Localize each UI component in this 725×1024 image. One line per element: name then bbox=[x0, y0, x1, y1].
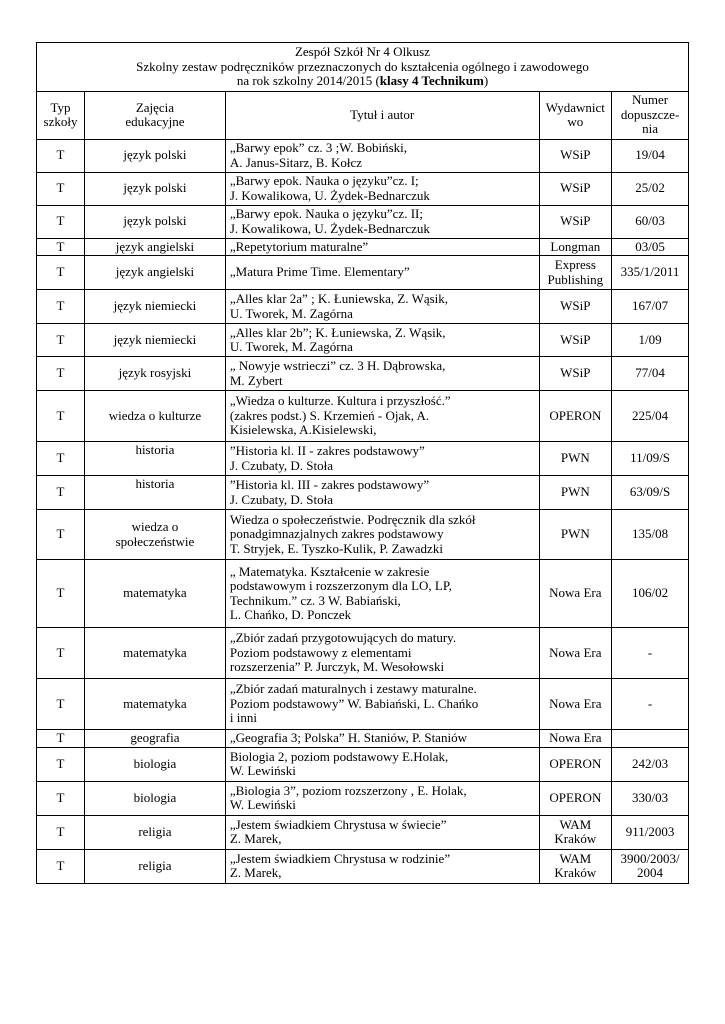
cell-typ: T bbox=[37, 730, 85, 748]
table-row bbox=[37, 391, 689, 442]
cell-zajecia-line: język polski bbox=[123, 147, 187, 163]
cell-wydawnictwo-line: Express bbox=[554, 257, 596, 272]
cell-tytul bbox=[225, 849, 539, 883]
table-row bbox=[37, 357, 689, 391]
cell-tytul-line: „ Matematyka. Kształcenie w zakresie bbox=[229, 563, 430, 579]
cell-tytul-line: U. Tworek, M. Zagórna bbox=[229, 339, 353, 354]
cell-wydawnictwo bbox=[539, 205, 612, 238]
school-year bbox=[41, 74, 684, 89]
cell-tytul-line: „Barwy epok” cz. 3 ;W. Bobiński, bbox=[229, 140, 408, 155]
cell-zajecia-line: język niemiecki bbox=[113, 298, 197, 314]
cell-zajecia bbox=[85, 781, 226, 815]
cell-numer-line: 19/04 bbox=[635, 147, 665, 163]
cell-zajecia bbox=[85, 442, 226, 476]
cell-zajecia-line: geografia bbox=[130, 730, 180, 745]
cell-wydawnictwo bbox=[539, 324, 612, 357]
cell-wydawnictwo-line: Publishing bbox=[547, 271, 604, 287]
cell-wydawnictwo-line: OPERON bbox=[549, 755, 602, 771]
cell-wydawnictwo-line: OPERON bbox=[549, 789, 602, 805]
cell-zajecia-line: język rosyjski bbox=[118, 365, 192, 381]
cell-numer bbox=[612, 476, 689, 510]
cell-tytul-line: J. Czubaty, D. Stoła bbox=[229, 457, 334, 473]
cell-zajecia-line: matematyka bbox=[123, 644, 187, 660]
table-body bbox=[37, 139, 689, 883]
cell-numer-line: - bbox=[647, 695, 653, 711]
cell-numer bbox=[612, 324, 689, 357]
document-title: Szkolny zestaw podręczników przeznaczonych do kształcenia ogólnego i zawodowego bbox=[136, 58, 589, 74]
cell-wydawnictwo-line: WAM bbox=[559, 816, 592, 832]
cell-tytul bbox=[225, 357, 539, 391]
cell-wydawnictwo-line: WSiP bbox=[560, 365, 591, 381]
cell-tytul-line: L. Chańko, D. Ponczek bbox=[229, 607, 352, 622]
cell-zajecia bbox=[85, 324, 226, 357]
cell-tytul-line: „Barwy epok. Nauka o języku”cz. II; bbox=[229, 206, 423, 221]
cell-wydawnictwo bbox=[539, 781, 612, 815]
cell-zajecia-line: język polski bbox=[123, 180, 187, 196]
table-row bbox=[37, 476, 689, 510]
cell-wydawnictwo bbox=[539, 730, 612, 748]
cell-wydawnictwo-line: Nowa Era bbox=[549, 585, 602, 601]
cell-tytul-line: (zakres podst.) S. Krzemień - Ojak, A. bbox=[229, 407, 430, 423]
cell-numer-line: 3900/2003/ bbox=[620, 850, 680, 866]
cell-wydawnictwo-line: Kraków bbox=[554, 865, 597, 880]
cell-typ: T bbox=[37, 560, 85, 628]
cell-tytul-line: W. Lewiński bbox=[229, 763, 296, 778]
cell-typ: T bbox=[37, 238, 85, 256]
cell-tytul-line: M. Zybert bbox=[229, 372, 283, 388]
cell-tytul-line: J. Kowalikowa, U. Żydek-Bednarczuk bbox=[229, 220, 430, 236]
cell-tytul bbox=[225, 815, 539, 849]
cell-typ: T bbox=[37, 510, 85, 560]
table-row bbox=[37, 510, 689, 560]
column-header-row bbox=[37, 91, 689, 139]
cell-tytul-line: Poziom podstawowy” W. Babiański, L. Chańko bbox=[229, 695, 479, 711]
cell-zajecia-line: biologia bbox=[133, 755, 177, 771]
cell-zajecia bbox=[85, 172, 226, 205]
cell-tytul bbox=[225, 139, 539, 172]
table-row bbox=[37, 781, 689, 815]
cell-tytul bbox=[225, 442, 539, 476]
cell-tytul-line: „Barwy epok. Nauka o języku”cz. I; bbox=[229, 173, 419, 188]
cell-numer bbox=[612, 781, 689, 815]
cell-zajecia-line: matematyka bbox=[123, 585, 187, 601]
school-year-prefix: na rok szkolny 2014/2015 ( bbox=[236, 73, 380, 88]
table-row bbox=[37, 324, 689, 357]
cell-numer-line: 77/04 bbox=[635, 365, 665, 381]
cell-zajecia bbox=[85, 139, 226, 172]
cell-wydawnictwo-line: WSiP bbox=[560, 213, 591, 229]
cell-zajecia bbox=[85, 815, 226, 849]
col-header-numer: Numer dopuszcze- nia bbox=[612, 91, 689, 139]
cell-wydawnictwo bbox=[539, 290, 612, 324]
cell-wydawnictwo bbox=[539, 628, 612, 679]
cell-typ: T bbox=[37, 442, 85, 476]
cell-zajecia-line: wiedza o kulturze bbox=[108, 407, 202, 423]
cell-wydawnictwo bbox=[539, 510, 612, 560]
class-label: klasy 4 Technikum bbox=[379, 73, 484, 88]
cell-wydawnictwo-line: WAM bbox=[559, 850, 592, 866]
cell-numer bbox=[612, 849, 689, 883]
table-row bbox=[37, 238, 689, 256]
cell-tytul bbox=[225, 628, 539, 679]
cell-tytul bbox=[225, 560, 539, 628]
cell-tytul bbox=[225, 324, 539, 357]
cell-wydawnictwo-line: PWN bbox=[560, 526, 590, 542]
cell-zajecia-line: język polski bbox=[123, 213, 187, 229]
cell-wydawnictwo-line: PWN bbox=[560, 484, 590, 500]
cell-numer bbox=[612, 205, 689, 238]
cell-tytul-line: „Wiedza o kulturze. Kultura i przyszłość.” bbox=[229, 393, 451, 409]
cell-typ: T bbox=[37, 172, 85, 205]
cell-tytul-line: J. Czubaty, D. Stoła bbox=[229, 491, 334, 507]
cell-tytul bbox=[225, 781, 539, 815]
table-row bbox=[37, 679, 689, 730]
cell-tytul bbox=[225, 238, 539, 256]
cell-numer-line: 335/1/2011 bbox=[620, 264, 680, 280]
cell-tytul bbox=[225, 679, 539, 730]
cell-typ: T bbox=[37, 391, 85, 442]
cell-tytul-line: Poziom podstawowy z elementami bbox=[229, 644, 412, 660]
cell-zajecia bbox=[85, 679, 226, 730]
table-row bbox=[37, 560, 689, 628]
cell-zajecia bbox=[85, 747, 226, 781]
cell-wydawnictwo-line: Nowa Era bbox=[549, 644, 602, 660]
cell-numer bbox=[612, 679, 689, 730]
cell-numer-line: 2004 bbox=[637, 865, 664, 880]
cell-numer bbox=[612, 256, 689, 290]
cell-wydawnictwo-line: Nowa Era bbox=[549, 695, 602, 711]
cell-zajecia bbox=[85, 510, 226, 560]
cell-tytul-line: U. Tworek, M. Zagórna bbox=[229, 305, 353, 321]
cell-tytul-line: „Repetytorium maturalne” bbox=[229, 238, 369, 254]
cell-zajecia bbox=[85, 357, 226, 391]
cell-tytul-line: Biologia 2, poziom podstawowy E.Holak, bbox=[229, 748, 449, 764]
cell-numer-line: 25/02 bbox=[635, 180, 665, 196]
cell-zajecia-line: historia bbox=[135, 476, 175, 491]
cell-wydawnictwo bbox=[539, 357, 612, 391]
cell-wydawnictwo-line: PWN bbox=[560, 450, 590, 466]
cell-numer-line: 1/09 bbox=[638, 331, 662, 347]
cell-numer bbox=[612, 238, 689, 256]
cell-wydawnictwo bbox=[539, 256, 612, 290]
cell-tytul-line: Wiedza o społeczeństwie. Podręcznik dla szkół bbox=[229, 511, 476, 527]
cell-tytul-line: Z. Marek, bbox=[229, 831, 282, 846]
cell-wydawnictwo bbox=[539, 238, 612, 256]
cell-wydawnictwo-line: OPERON bbox=[549, 407, 602, 423]
cell-tytul-line: ”Historia kl. II - zakres podstawowy” bbox=[229, 443, 425, 458]
cell-wydawnictwo bbox=[539, 476, 612, 510]
cell-tytul bbox=[225, 205, 539, 238]
cell-tytul bbox=[225, 510, 539, 560]
cell-numer-line: 330/03 bbox=[631, 789, 669, 805]
cell-tytul-line: ponadgimnazjalnych zakres podstawowy bbox=[229, 526, 444, 542]
cell-numer bbox=[612, 172, 689, 205]
document-header-row bbox=[37, 43, 689, 92]
col-header-typ: Typ szkoły bbox=[37, 91, 85, 139]
cell-numer-line: 03/05 bbox=[635, 238, 665, 254]
cell-tytul bbox=[225, 256, 539, 290]
cell-typ: T bbox=[37, 747, 85, 781]
cell-zajecia bbox=[85, 391, 226, 442]
cell-tytul-line: „Alles klar 2b”; K. Łuniewska, Z. Wąsik, bbox=[229, 324, 446, 340]
cell-tytul-line: „Jestem świadkiem Chrystusa w rodzinie” bbox=[229, 850, 451, 866]
cell-wydawnictwo bbox=[539, 679, 612, 730]
cell-numer-line: 106/02 bbox=[631, 585, 669, 601]
cell-wydawnictwo-line: WSiP bbox=[560, 298, 591, 314]
cell-numer bbox=[612, 290, 689, 324]
cell-typ: T bbox=[37, 815, 85, 849]
cell-wydawnictwo-line: WSiP bbox=[560, 147, 591, 163]
cell-numer bbox=[612, 815, 689, 849]
cell-zajecia bbox=[85, 628, 226, 679]
table-row bbox=[37, 849, 689, 883]
cell-zajecia-line: matematyka bbox=[123, 695, 187, 711]
cell-tytul bbox=[225, 747, 539, 781]
cell-typ: T bbox=[37, 205, 85, 238]
table-row bbox=[37, 815, 689, 849]
cell-numer-line: 911/2003 bbox=[625, 823, 675, 839]
cell-zajecia bbox=[85, 849, 226, 883]
school-year-suffix: ) bbox=[483, 73, 489, 88]
cell-tytul-line: rozszerzenia” P. Jurczyk, M. Wesołowski bbox=[229, 659, 445, 675]
cell-tytul bbox=[225, 172, 539, 205]
table-row bbox=[37, 290, 689, 324]
table-row bbox=[37, 628, 689, 679]
cell-tytul-line: T. Stryjek, E. Tyszko-Kulik, P. Zawadzki bbox=[229, 540, 443, 556]
cell-typ: T bbox=[37, 324, 85, 357]
cell-typ: T bbox=[37, 139, 85, 172]
cell-typ: T bbox=[37, 357, 85, 391]
cell-numer bbox=[612, 391, 689, 442]
cell-zajecia bbox=[85, 205, 226, 238]
table-row bbox=[37, 172, 689, 205]
cell-zajecia bbox=[85, 290, 226, 324]
cell-numer bbox=[612, 139, 689, 172]
cell-wydawnictwo bbox=[539, 172, 612, 205]
cell-tytul bbox=[225, 391, 539, 442]
table-row bbox=[37, 139, 689, 172]
cell-tytul-line: i inni bbox=[229, 710, 257, 726]
cell-wydawnictwo-line: Longman bbox=[550, 238, 601, 254]
cell-tytul-line: Kisielewska, A.Kisielewski, bbox=[229, 422, 377, 438]
cell-zajecia-line: religia bbox=[138, 857, 172, 873]
cell-zajecia-line: społeczeństwie bbox=[115, 533, 195, 549]
cell-zajecia bbox=[85, 560, 226, 628]
cell-tytul bbox=[225, 476, 539, 510]
cell-wydawnictwo bbox=[539, 442, 612, 476]
cell-numer bbox=[612, 442, 689, 476]
cell-numer-line: - bbox=[647, 644, 653, 660]
cell-tytul-line: A. Janus-Sitarz, B. Kołcz bbox=[229, 154, 362, 170]
cell-zajecia-line: historia bbox=[135, 442, 175, 457]
textbook-table bbox=[36, 42, 689, 884]
cell-tytul-line: podstawowym i rozszerzonym dla LO, LP, bbox=[229, 578, 452, 593]
cell-typ: T bbox=[37, 849, 85, 883]
table-row bbox=[37, 205, 689, 238]
cell-wydawnictwo bbox=[539, 139, 612, 172]
cell-zajecia-line: religia bbox=[138, 823, 172, 839]
cell-wydawnictwo-line: WSiP bbox=[560, 180, 591, 196]
cell-numer bbox=[612, 628, 689, 679]
cell-tytul-line: „Geografia 3; Polska” H. Staniów, P. Staniów bbox=[229, 730, 467, 745]
cell-typ: T bbox=[37, 256, 85, 290]
cell-tytul-line: W. Lewiński bbox=[229, 797, 296, 812]
cell-tytul-line: Z. Marek, bbox=[229, 865, 282, 880]
cell-zajecia bbox=[85, 476, 226, 510]
cell-typ: T bbox=[37, 628, 85, 679]
cell-tytul-line: „Alles klar 2a” ; K. Łuniewska, Z. Wąsik, bbox=[229, 291, 449, 306]
cell-typ: T bbox=[37, 476, 85, 510]
table-row bbox=[37, 747, 689, 781]
cell-numer bbox=[612, 560, 689, 628]
cell-zajecia bbox=[85, 256, 226, 290]
cell-tytul-line: Technikum.” cz. 3 W. Babiański, bbox=[229, 592, 401, 608]
cell-tytul-line: „Jestem świadkiem Chrystusa w świecie” bbox=[229, 816, 447, 832]
col-header-wydawnictwo: Wydawnict wo bbox=[539, 91, 612, 139]
cell-wydawnictwo bbox=[539, 560, 612, 628]
col-header-tytul: Tytuł i autor bbox=[225, 91, 539, 139]
cell-wydawnictwo-line: WSiP bbox=[560, 331, 591, 347]
cell-wydawnictwo bbox=[539, 849, 612, 883]
col-header-zajecia: Zajęcia edukacyjne bbox=[85, 91, 226, 139]
cell-zajecia-line: język angielski bbox=[115, 264, 195, 280]
cell-tytul-line: ”Historia kl. III - zakres podstawowy” bbox=[229, 477, 430, 492]
cell-wydawnictwo bbox=[539, 747, 612, 781]
cell-zajecia bbox=[85, 730, 226, 748]
cell-numer-line: 225/04 bbox=[631, 407, 669, 423]
cell-zajecia-line: język angielski bbox=[115, 238, 195, 254]
cell-typ: T bbox=[37, 290, 85, 324]
table-row bbox=[37, 256, 689, 290]
cell-numer-line: 11/09/S bbox=[630, 450, 671, 466]
cell-zajecia-line: wiedza o bbox=[131, 519, 179, 534]
cell-numer-line: 60/03 bbox=[635, 213, 665, 229]
cell-tytul-line: „Zbiór zadań przygotowujących do matury. bbox=[229, 630, 457, 646]
cell-numer-line: 135/08 bbox=[631, 526, 669, 542]
cell-wydawnictwo bbox=[539, 815, 612, 849]
cell-typ: T bbox=[37, 679, 85, 730]
cell-tytul-line: „Matura Prime Time. Elementary” bbox=[229, 264, 410, 280]
cell-tytul bbox=[225, 290, 539, 324]
cell-numer bbox=[612, 510, 689, 560]
cell-zajecia-line: biologia bbox=[133, 789, 177, 805]
cell-numer bbox=[612, 357, 689, 391]
cell-wydawnictwo bbox=[539, 391, 612, 442]
cell-numer bbox=[612, 747, 689, 781]
cell-tytul bbox=[225, 730, 539, 748]
cell-tytul-line: „ Nowyje wstrieczi” cz. 3 H. Dąbrowska, bbox=[229, 358, 446, 373]
document-header bbox=[37, 43, 689, 92]
cell-zajecia bbox=[85, 238, 226, 256]
table-row bbox=[37, 442, 689, 476]
school-name: Zespół Szkół Nr 4 Olkusz bbox=[294, 44, 431, 59]
cell-tytul-line: J. Kowalikowa, U. Żydek-Bednarczuk bbox=[229, 187, 430, 203]
cell-typ: T bbox=[37, 781, 85, 815]
cell-numer bbox=[612, 730, 689, 748]
cell-tytul-line: „Biologia 3”, poziom rozszerzony , E. Holak, bbox=[229, 782, 467, 798]
table-row bbox=[37, 730, 689, 748]
cell-wydawnictwo-line: Nowa Era bbox=[549, 730, 602, 745]
cell-numer-line: 63/09/S bbox=[629, 484, 671, 500]
cell-wydawnictwo-line: Kraków bbox=[554, 831, 597, 846]
cell-numer-line: 242/03 bbox=[631, 755, 669, 771]
cell-zajecia-line: język niemiecki bbox=[113, 331, 197, 347]
cell-numer-line: 167/07 bbox=[631, 298, 669, 314]
cell-tytul-line: „Zbiór zadań maturalnych i zestawy maturalne. bbox=[229, 681, 477, 697]
